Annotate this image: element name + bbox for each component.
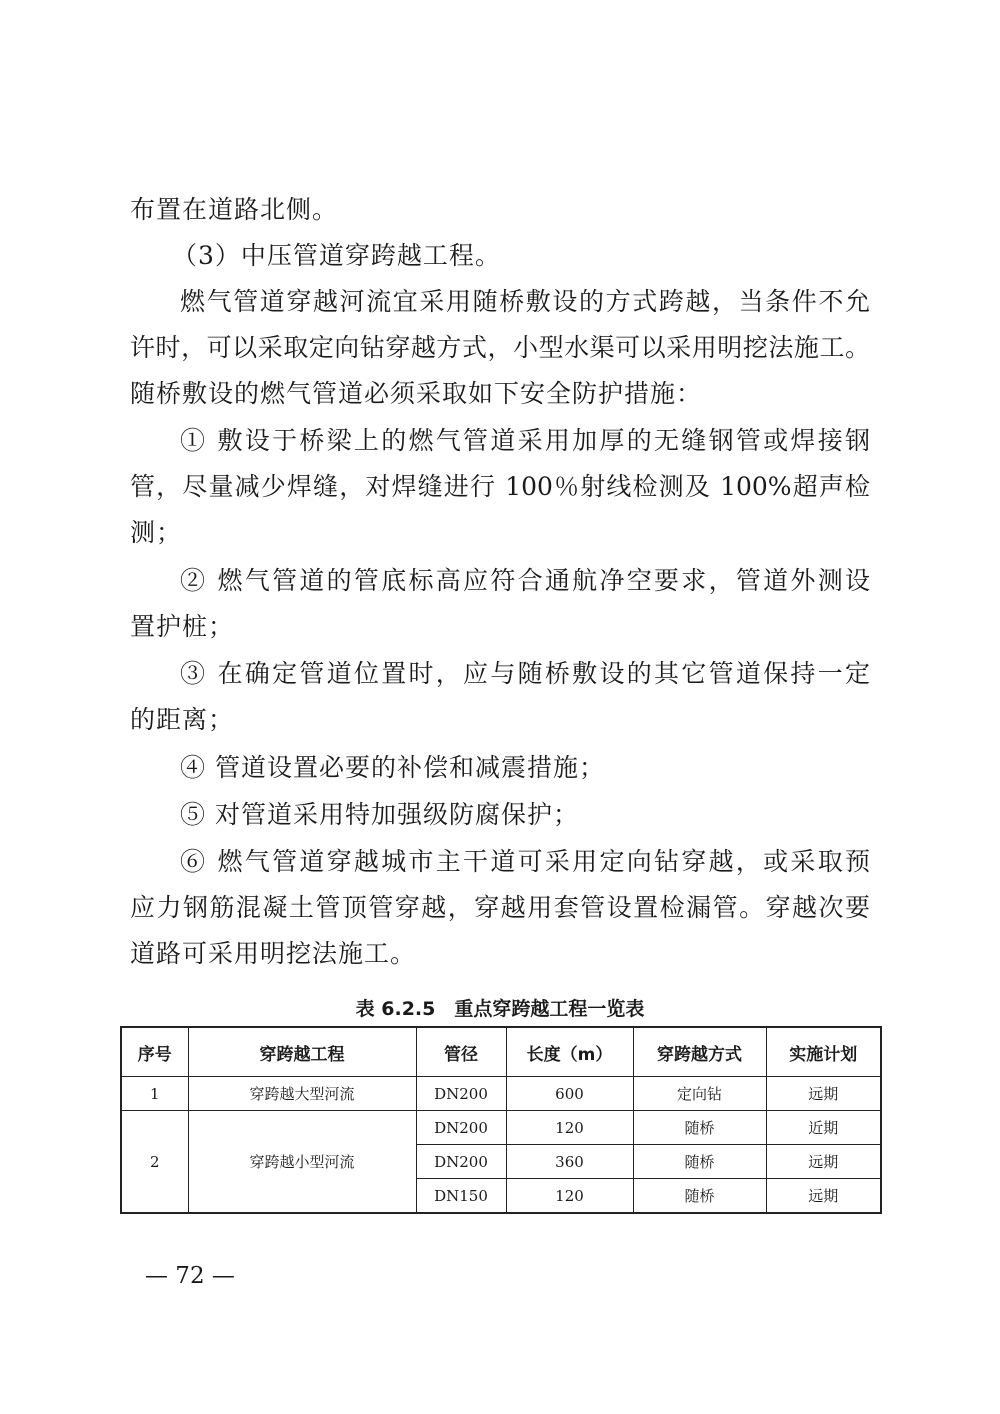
table-row [121,1077,881,1111]
paragraph-line: 随桥敷设的燃气管道必须采取如下安全防护措施： [130,379,703,408]
paragraph-line: 置护桩； [130,612,235,641]
cell-method: 定向钻 [633,1077,766,1111]
header-plan: 实施计划 [766,1027,881,1077]
cell-diameter: DN200 [416,1145,506,1179]
cell-no: 2 [121,1111,188,1214]
list-item-6: ⑥ 燃气管道穿越城市主干道可采用定向钻穿越，或采取预 [180,847,870,876]
cell-length: 120 [506,1111,633,1145]
header-project: 穿跨越工程 [188,1027,416,1077]
cell-method: 随桥 [633,1145,766,1179]
cell-diameter: DN200 [416,1077,506,1111]
cell-diameter: DN200 [416,1111,506,1145]
cell-project: 穿跨越小型河流 [188,1111,416,1214]
cell-plan: 远期 [766,1179,881,1214]
cell-project: 穿跨越大型河流 [188,1077,416,1111]
cell-length: 120 [506,1179,633,1214]
cell-method: 随桥 [633,1179,766,1214]
header-method: 穿跨越方式 [633,1027,766,1077]
cell-length: 360 [506,1145,633,1179]
paragraph-line: 的距离； [130,705,235,734]
page-number: — 72 — [145,1263,235,1289]
paragraph-line: 道路可采用明挖法施工。 [130,939,417,968]
list-item-2: ② 燃气管道的管底标高应符合通航净空要求，管道外测设 [180,566,870,595]
cell-plan: 近期 [766,1111,881,1145]
paragraph-line: 布置在道路北侧。 [130,195,339,224]
paragraph-line: 测； [130,518,183,547]
cell-method: 随桥 [633,1111,766,1145]
cell-length: 600 [506,1077,633,1111]
list-item-5: ⑤ 对管道采用特加强级防腐保护； [180,800,579,829]
header-length: 长度（m） [506,1027,633,1077]
header-diameter: 管径 [416,1027,506,1077]
paragraph-line: 燃气管道穿越河流宜采用随桥敷设的方式跨越，当条件不允 [180,287,870,316]
table-header-row [121,1027,881,1077]
paragraph-line: 许时，可以采取定向钻穿越方式，小型水渠可以采用明挖法施工。 [130,333,870,362]
cell-diameter: DN150 [416,1179,506,1214]
section-heading: （3）中压管道穿跨越工程。 [172,241,501,270]
cell-no: 1 [121,1077,188,1111]
table-caption: 表 6.2.5 重点穿跨越工程一览表 [355,998,645,1020]
cell-plan: 远期 [766,1077,881,1111]
list-item-3: ③ 在确定管道位置时，应与随桥敷设的其它管道保持一定 [180,659,870,688]
list-item-1: ① 敷设于桥梁上的燃气管道采用加厚的无缝钢管或焊接钢 [180,426,870,455]
paragraph-line: 应力钢筋混凝土管顶管穿越，穿越用套管设置检漏管。穿越次要 [130,893,870,922]
cell-plan: 远期 [766,1145,881,1179]
list-item-4: ④ 管道设置必要的补偿和减震措施； [180,753,605,782]
crossing-projects-table [120,1026,882,1214]
table-row [121,1111,881,1145]
header-no: 序号 [121,1027,188,1077]
paragraph-line: 管，尽量减少焊缝，对焊缝进行 100％射线检测及 100%超声检 [130,472,870,501]
